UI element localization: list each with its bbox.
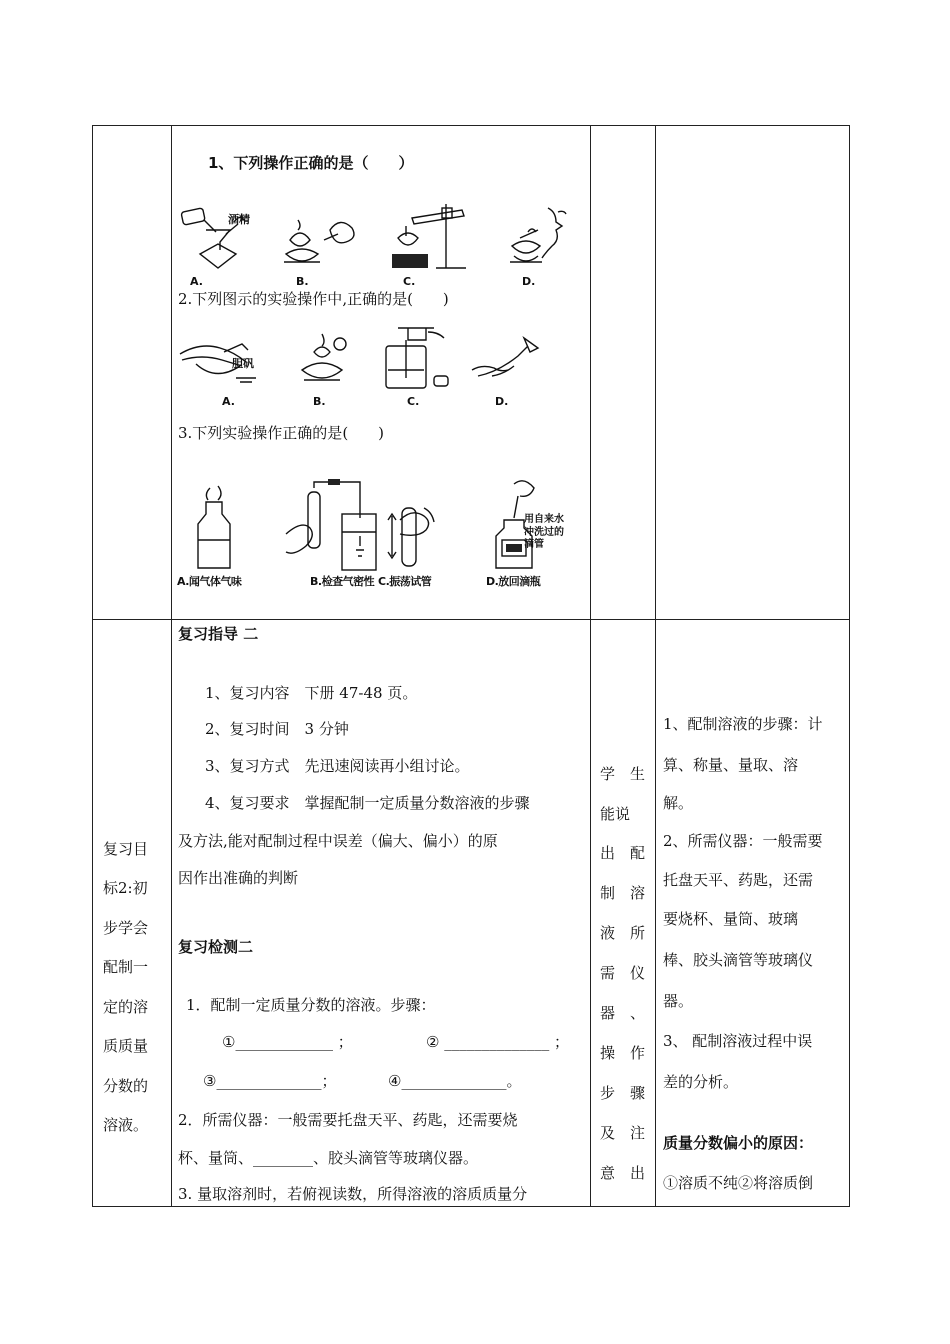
- option-label: B.: [313, 395, 326, 408]
- objective-line: 分数的: [103, 1077, 149, 1095]
- q1-illustration-b: [280, 212, 370, 272]
- answer-line: 2、所需仪器：一般需要: [663, 832, 823, 850]
- question-1-title: 1、下列操作正确的是（ ）: [208, 154, 414, 172]
- q1-illustration-c: [386, 198, 476, 273]
- answer-line: 差的分析。: [663, 1073, 739, 1091]
- objective-line: 标2:初: [103, 879, 148, 897]
- answer-line: 托盘天平、药匙，还需: [663, 871, 814, 889]
- q2-illustration-b: [296, 330, 356, 390]
- activity-line: 步 骤: [600, 1084, 646, 1102]
- guide-item: 3、复习方式 先迅速阅读再小组讨论。: [205, 757, 470, 775]
- answer-line: ①溶质不纯②将溶质倒: [663, 1174, 814, 1192]
- option-label: A.: [222, 395, 235, 408]
- row-divider: [93, 619, 849, 620]
- answer-heading: 质量分数偏小的原因：: [663, 1134, 814, 1152]
- guide-item: 及方法,能对配制过程中误差（偏大、偏小）的原: [178, 832, 498, 850]
- q3-illustration-c: [380, 496, 440, 576]
- activity-line: 操 作: [600, 1044, 646, 1062]
- option-label: A.闻气体气味: [177, 575, 242, 588]
- answer-line: 器。: [663, 992, 694, 1010]
- column-divider: [590, 126, 591, 1206]
- q1-illustration-d: [498, 202, 578, 272]
- test-item: 3. 量取溶剂时，若俯视读数，所得溶液的溶质质量分: [178, 1185, 528, 1203]
- copper-sulfate-label: 胆矾: [232, 357, 254, 370]
- question-3-title: 3.下列实验操作正确的是( ): [178, 424, 385, 442]
- objective-line: 步学会: [103, 919, 149, 937]
- guide-title: 复习指导 二: [178, 625, 259, 643]
- test-item: 1．配制一定质量分数的溶液。步骤：: [186, 996, 436, 1014]
- activity-line: 及 注: [600, 1124, 646, 1142]
- objective-line: 复习目: [103, 840, 149, 858]
- option-label: C.: [403, 275, 416, 288]
- guide-item: 2、复习时间 3 分钟: [205, 720, 349, 738]
- activity-line: 意 出: [600, 1164, 646, 1182]
- answer-line: 解。: [663, 794, 694, 812]
- q3-illustration-a: [184, 484, 244, 574]
- guide-item: 因作出准确的判断: [178, 869, 299, 887]
- q3-illustration-b: [280, 478, 380, 574]
- q2-illustration-d: [468, 330, 548, 385]
- activity-line: 器 、: [600, 1004, 646, 1022]
- option-label: B.: [296, 275, 309, 288]
- answer-line: 算、称量、量取、溶: [663, 756, 799, 774]
- question-2-title: 2.下列图示的实验操作中,正确的是( ): [178, 290, 449, 308]
- activity-line: 需 仪: [600, 964, 646, 982]
- test-blank: ④______________。: [388, 1072, 522, 1090]
- option-label: D.: [522, 275, 536, 288]
- objective-line: 配制一: [103, 958, 149, 976]
- option-label: C.振荡试管: [378, 575, 432, 588]
- answer-line: 1、配制溶液的步骤：计: [663, 715, 823, 733]
- option-label: C.: [407, 395, 420, 408]
- option-label: B.检查气密性: [310, 575, 375, 588]
- activity-line: 制 溶: [600, 884, 646, 902]
- option-label: D.: [495, 395, 509, 408]
- dropper-note: 用自来水冲洗过的滴管: [524, 514, 564, 550]
- activity-line: 出 配: [600, 844, 646, 862]
- alcohol-label: 酒精: [228, 213, 250, 226]
- column-divider: [655, 126, 656, 1206]
- test-title: 复习检测二: [178, 938, 254, 956]
- option-label: D.放回滴瓶: [486, 575, 541, 588]
- test-blank: ①_____________ ；: [222, 1033, 353, 1051]
- objective-line: 溶液。: [103, 1116, 149, 1134]
- test-blank: ② ______________ ；: [426, 1033, 569, 1051]
- activity-line: 能说: [600, 805, 631, 823]
- column-divider: [171, 126, 172, 1206]
- activity-line: 液 所: [600, 924, 646, 942]
- answer-line: 3、 配制溶液过程中误: [663, 1032, 813, 1050]
- answer-line: 要烧杯、量筒、玻璃: [663, 910, 799, 928]
- guide-item: 4、复习要求 掌握配制一定质量分数溶液的步骤: [205, 794, 530, 812]
- guide-item: 1、复习内容 下册 47-48 页。: [205, 684, 418, 702]
- test-item: 2．所需仪器：一般需要托盘天平、药匙，还需要烧: [178, 1111, 518, 1129]
- q2-illustration-c: [378, 322, 458, 392]
- activity-line: 学 生: [600, 765, 646, 783]
- objective-line: 质质量: [103, 1037, 149, 1055]
- objective-line: 定的溶: [103, 998, 149, 1016]
- test-item: 杯、量筒、________、胶头滴管等玻璃仪器。: [178, 1149, 479, 1167]
- test-blank: ③______________；: [203, 1072, 337, 1090]
- option-label: A.: [190, 275, 203, 288]
- answer-line: 棒、胶头滴管等玻璃仪: [663, 951, 814, 969]
